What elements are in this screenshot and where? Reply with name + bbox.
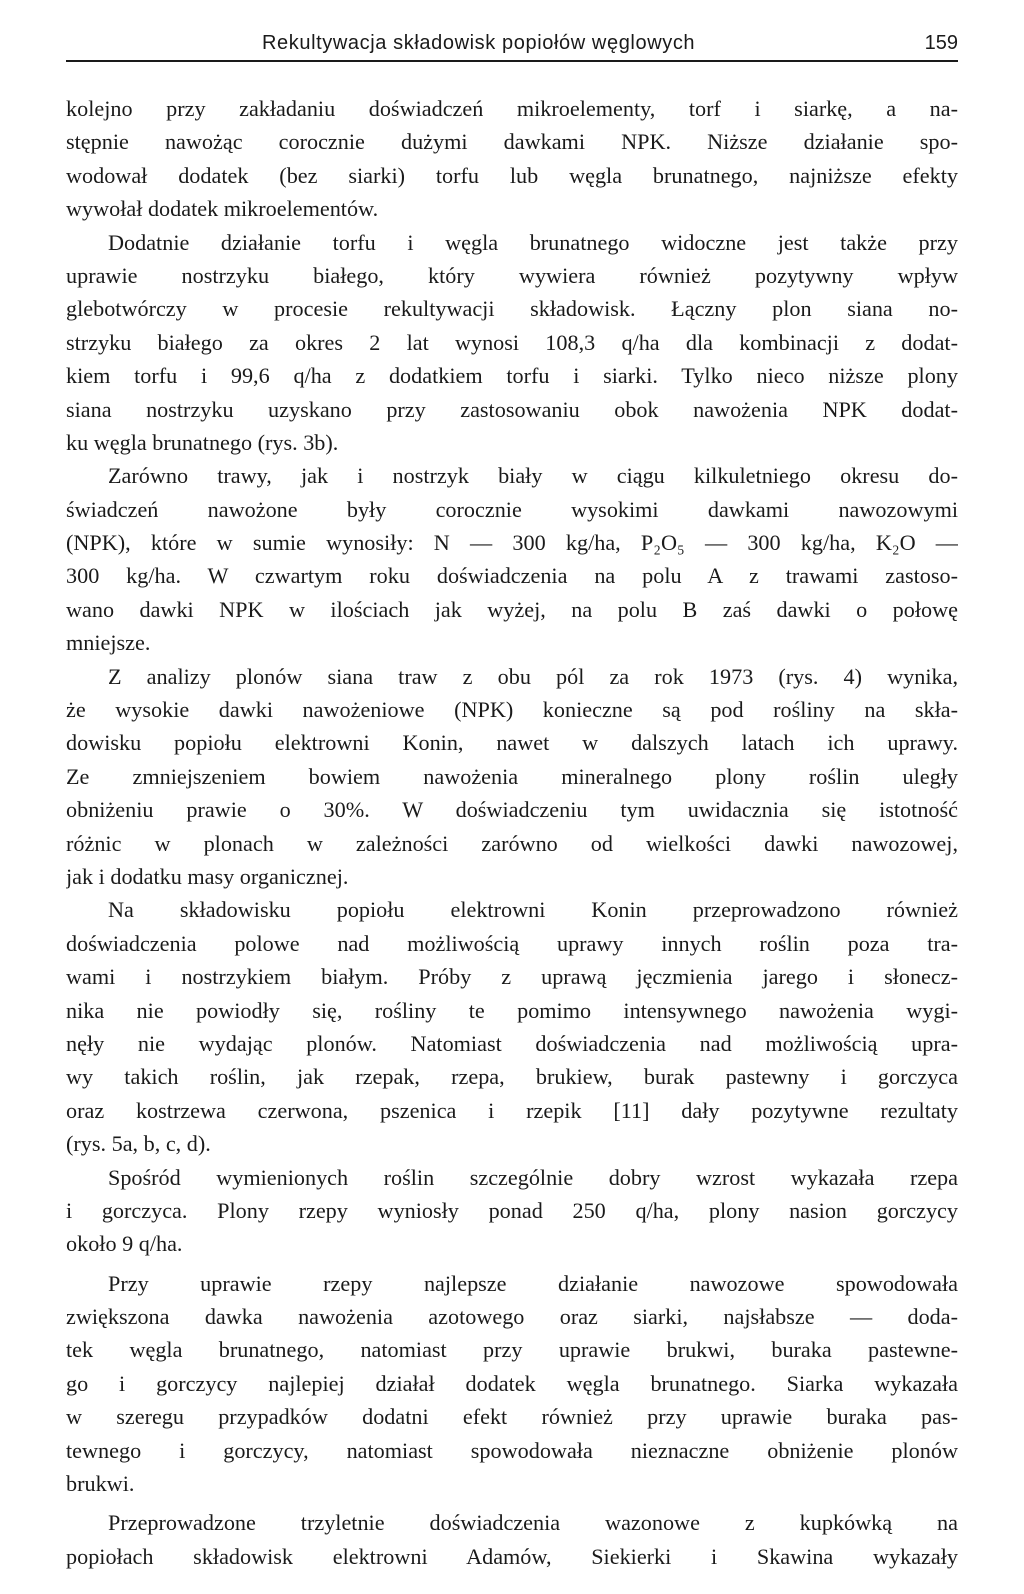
text-line: i gorczyca. Plony rzepy wyniosły ponad 250 q/ha, plony nasion gorczycy — [66, 1197, 958, 1223]
text-line: tek węgla brunatnego, natomiast przy uprawie brukwi, buraka pastewne- — [66, 1337, 958, 1363]
text-line: zwiększona dawka nawożenia azotowego oraz siarki, najsłabsze — doda- — [66, 1304, 958, 1330]
text-line: kolejno przy zakładaniu doświadczeń mikroelementy, torf i siarkę, a na- — [66, 96, 958, 121]
text-line: wy takich roślin, jak rzepak, rzepa, brukiew, burak pastewny i gorczyca — [66, 1064, 958, 1090]
body-text — [66, 92, 958, 1573]
text-line: glebotwórczy w procesie rekultywacji składowisk. Łączny plon siana no- — [66, 296, 958, 322]
page-header — [66, 26, 958, 62]
text-line: Dodatnie działanie torfu i węgla brunatnego widoczne jest także przy — [108, 229, 958, 255]
text-line: tewnego i gorczycy, natomiast spowodowała nieznaczne obniżenie plonów — [66, 1437, 958, 1463]
text-line: ku węgla brunatnego (rys. 3b). — [66, 429, 339, 455]
text-line: obniżeniu prawie o 30%. W doświadczeniu tym uwidacznia się istotność — [66, 797, 958, 823]
text-line: wano dawki NPK w ilościach jak wyżej, na polu B zaś dawki o połowę — [66, 596, 958, 622]
text-line: (NPK), które w sumie wynosiły: N — 300 kg/ha, P₂O₅ — 300 kg/ha, K₂O — — [66, 530, 958, 556]
text-line: wywołał dodatek mikroelementów. — [66, 196, 379, 222]
text-line: 300 kg/ha. W czwartym roku doświadczenia na polu A z trawami zastoso- — [66, 563, 958, 589]
running-head: Rekultywacja składowisk popiołów węglowych — [262, 32, 696, 54]
text-line: brukwi. — [66, 1471, 135, 1497]
text-line: strzyku białego za okres 2 lat wynosi 108,3 q/ha dla kombinacji z dodat- — [66, 329, 958, 355]
text-line: (rys. 5a, b, c, d). — [66, 1131, 211, 1157]
text-line: dowisku popiołu elektrowni Konin, nawet w dalszych latach ich uprawy. — [66, 730, 958, 756]
text-line: stępnie nawożąc corocznie dużymi dawkami NPK. Niższe działanie spo- — [66, 129, 958, 155]
text-line: wodował dodatek (bez siarki) torfu lub węgla brunatnego, najniższe efekty — [66, 162, 958, 188]
text-line: nęły nie wydając plonów. Natomiast doświadczenia nad możliwością upra- — [66, 1030, 958, 1056]
text-line: świadczeń nawożone były corocznie wysokimi dawkami nawozowymi — [66, 496, 958, 522]
text-line: uprawie nostrzyku białego, który wywiera również pozytywny wpływ — [66, 262, 958, 288]
text-line: wami i nostrzykiem białym. Próby z uprawą jęczmienia jarego i słonecz- — [66, 964, 958, 990]
text-line: jak i dodatku masy organicznej. — [66, 863, 349, 889]
text-line: kiem torfu i 99,6 q/ha z dodatkiem torfu i siarki. Tylko nieco niższe plony — [66, 363, 958, 389]
text-line: około 9 q/ha. — [66, 1231, 183, 1257]
text-line: oraz kostrzewa czerwona, pszenica i rzepik [11] dały pozytywne rezultaty — [66, 1097, 958, 1123]
page-number: 159 — [924, 32, 958, 54]
text-line: go i gorczycy najlepiej działał dodatek węgla brunatnego. Siarka wykazała — [66, 1370, 958, 1396]
text-line: Na składowisku popiołu elektrowni Konin przeprowadzono również — [108, 897, 958, 923]
text-line: Zarówno trawy, jak i nostrzyk biały w ciągu kilkuletniego okresu do- — [108, 463, 958, 489]
text-line: Spośród wymienionych roślin szczególnie dobry wzrost wykazała rzepa — [108, 1164, 958, 1190]
text-line: Przy uprawie rzepy najlepsze działanie nawozowe spowodowała — [108, 1270, 958, 1296]
text-line: doświadczenia polowe nad możliwością uprawy innych roślin poza tra- — [66, 930, 958, 956]
text-line: różnic w plonach w zależności zarówno od wielkości dawki nawozowej, — [66, 830, 958, 856]
text-line: Ze zmniejszeniem bowiem nawożenia mineralnego plony roślin uległy — [66, 763, 958, 789]
text-line: że wysokie dawki nawożeniowe (NPK) konieczne są pod rośliny na skła- — [66, 697, 958, 723]
text-line: w szeregu przypadków dodatni efekt również przy uprawie buraka pas- — [66, 1404, 958, 1430]
text-line: Przeprowadzone trzyletnie doświadczenia wazonowe z kupkówką na — [108, 1510, 958, 1536]
text-line: siana nostrzyku uzyskano przy zastosowaniu obok nawożenia NPK dodat- — [66, 396, 958, 422]
text-line: nika nie powiodły się, rośliny te pomimo intensywnego nawożenia wygi- — [66, 997, 958, 1023]
text-line: Z analizy plonów siana traw z obu pól za rok 1973 (rys. 4) wynika, — [108, 663, 958, 689]
text-line: popiołach składowisk elektrowni Adamów, Siekierki i Skawina wykazały — [66, 1543, 958, 1569]
text-line: mniejsze. — [66, 630, 151, 656]
